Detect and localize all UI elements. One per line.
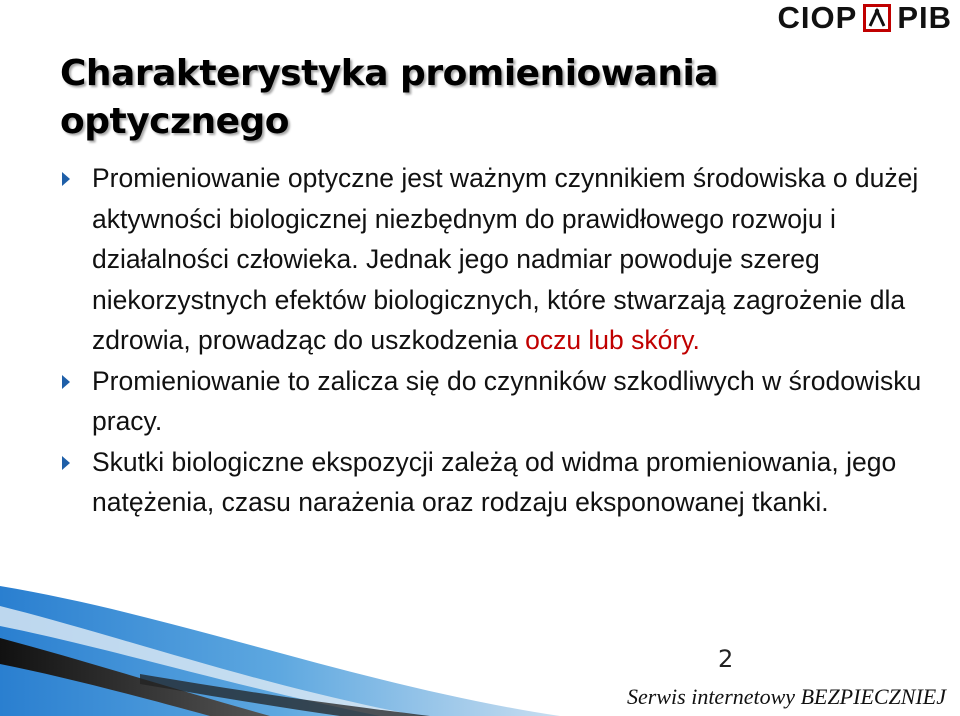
slide-title: Charakterystyka promieniowania optycznego	[60, 53, 719, 142]
bullet-highlight-text: oczu lub skóry.	[525, 325, 700, 355]
logo-text-right: PIB	[897, 0, 952, 35]
ciop-pib-logo	[778, 2, 952, 33]
bullet-item	[62, 158, 922, 361]
triangle-right-icon	[62, 375, 70, 389]
ciop-pib-logo-icon	[863, 4, 891, 32]
triangle-right-icon	[62, 172, 70, 186]
bullet-text: Promieniowanie optyczne jest ważnym czynnikiem środowiska o dużej aktywności biologicznej niezbędnym do prawidłowego rozwoju i działalności człowieka. Jednak jego nadmiar powoduje szereg niekorzystnych efektów biologicznych, które stwarzają zagrożenie dla zdrowia, prowadząc do uszkodzenia	[92, 163, 919, 355]
bullet-item	[62, 442, 922, 523]
page-number: 2	[718, 645, 734, 673]
bullet-text: Skutki biologiczne ekspozycji zależą od widma promieniowania, jego natężenia, czasu narażenia oraz rodzaju eksponowanej tkanki.	[92, 446, 897, 517]
logo-text-left: CIOP	[777, 0, 858, 35]
bullet-list	[62, 158, 922, 523]
footer-text: Serwis internetowy BEZPIECZNIEJ	[627, 684, 946, 709]
triangle-right-icon	[62, 456, 70, 470]
bullet-text: Promieniowanie to zalicza się do czynników szkodliwych w środowisku pracy.	[92, 365, 922, 436]
bullet-item	[62, 361, 922, 442]
